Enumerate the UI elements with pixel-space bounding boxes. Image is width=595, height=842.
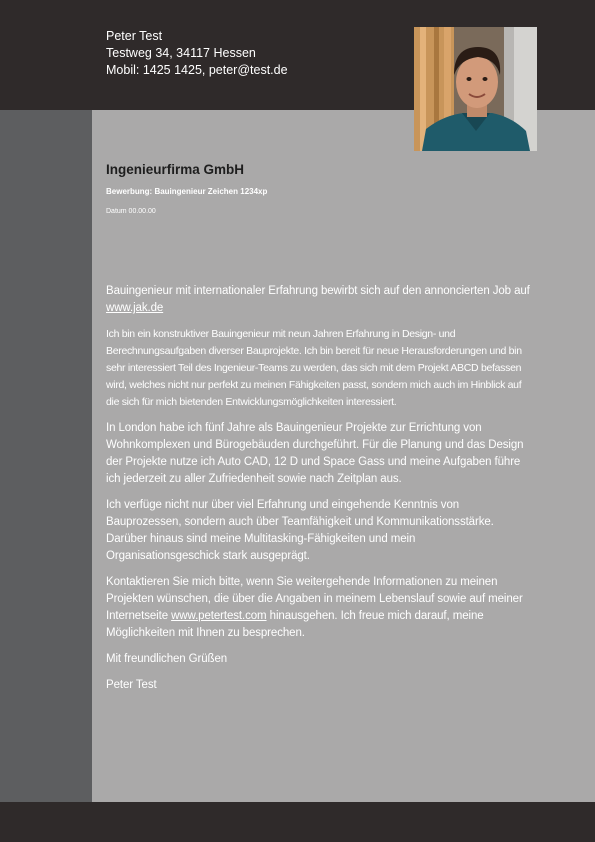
paragraph-contact [106, 574, 531, 642]
profile-photo [414, 27, 537, 151]
paragraph-skills: Ich verfüge nicht nur über viel Erfahrung und eingehende Kenntnis von Bauprozessen, sondern auch über Teamfähigkeit und Kommunikationsstärke. Darüber hinaus sind meine Multitasking-Fähigkeiten und mein Organisationsgeschick stark ausgeprägt. [106, 499, 494, 562]
footer-band [0, 802, 595, 842]
left-sidebar-stripe [0, 110, 92, 802]
sender-contact: Mobil: 1425 1425, peter@test.de [106, 63, 288, 77]
sender-address: Testweg 34, 34117 Hessen [106, 46, 256, 60]
closing-phrase: Mit freundlichen Grüßen [106, 653, 228, 665]
paragraph-experience: Ich bin ein konstruktiver Bauingenieur mit neun Jahren Erfahrung in Design- und Berechnungsaufgaben diverser Bauprojekte. Ich bin bereit für neue Herausforderungen und bin sehr interessiert Teil des Ingenieur-Teams zu werden, das sich mit dem Projekt ABCD befassen wird, welches nicht nur perfekt zu meinen Fähigkeiten passt, sondern mich auch im Hinblick auf die sich für mich bietenden Entwicklungsmöglichkeiten interessiert. [106, 328, 522, 408]
signature-name: Peter Test [106, 679, 157, 691]
job-site-link[interactable]: www.jak.de [106, 302, 164, 314]
intro-text: Bauingenieur mit internationaler Erfahrung bewirbt sich auf den annoncierten Job auf [106, 285, 530, 297]
paragraph-london: In London habe ich fünf Jahre als Bauingenieur Projekte zur Errichtung von Wohnkomplexen und Bürogebäuden durchgeführt. Für die Planung und das Design der Projekte nutze ich Auto CAD, 12 D und Space Gass und meine Aufgaben führe ich jederzeit zu aller Zufriedenheit sowie nach Zeitplan aus. [106, 422, 524, 485]
paragraph-intro [106, 283, 531, 317]
recipient-company: Ingenieurfirma GmbH [106, 162, 245, 177]
contact-text: Kontaktieren Sie mich bitte, wenn Sie weitergehende Informationen zu meinen Projekten wünschen, die über die Angaben in meinem Lebenslauf sowie auf meiner Internetseite [106, 576, 523, 622]
subject-line: Bewerbung: Bauingenieur Zeichen 1234xp [106, 187, 268, 196]
portrait-image [414, 27, 537, 151]
sender-name: Peter Test [106, 29, 163, 43]
sender-block [106, 28, 288, 79]
letter-body [106, 283, 531, 703]
personal-website-link[interactable]: www.petertest.com [171, 610, 267, 622]
letter-date: Datum 00.00.00 [106, 208, 156, 215]
contact-text-end: hinausgehen. Ich freue mich darauf, meine Möglichkeiten mit Ihnen zu besprechen. [106, 610, 484, 639]
